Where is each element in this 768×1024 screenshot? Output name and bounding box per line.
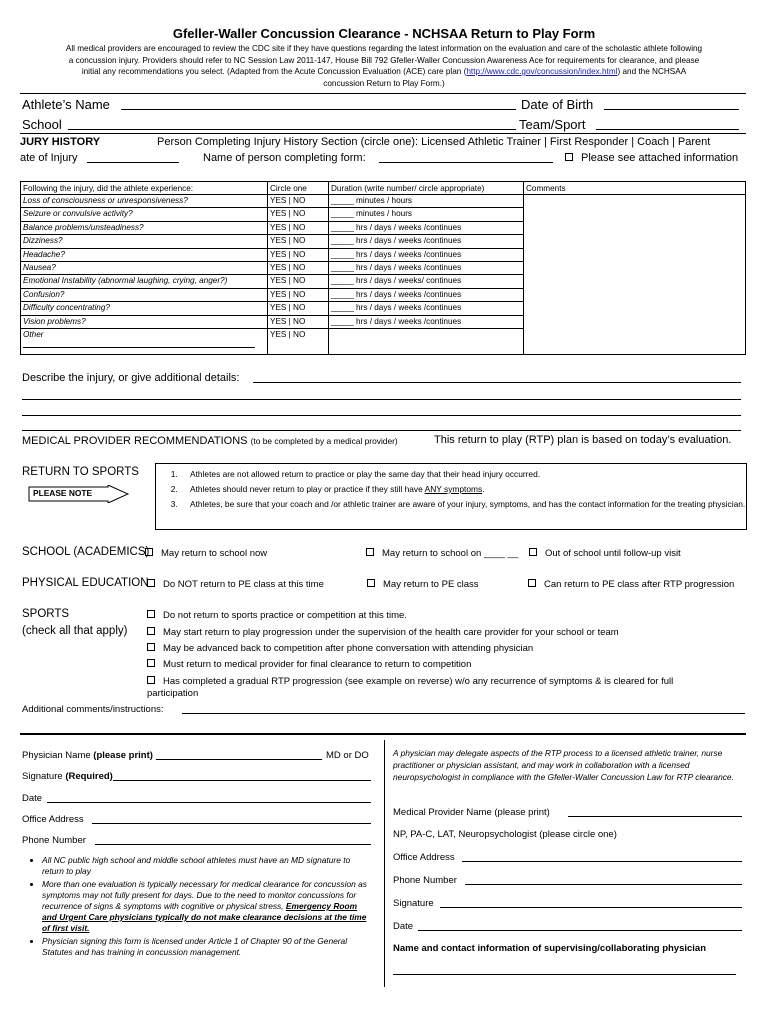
- supervising-field[interactable]: [393, 964, 736, 975]
- team-field[interactable]: [596, 119, 739, 130]
- intro-line-2: a concussion injury. Providers should refer to NC Session Law 2011-147, House Bill 792 Gfeller-Waller Concussion Awareness Ace for requirements for clearance, and please: [68, 55, 700, 65]
- rtp-rule-end: .: [482, 484, 485, 494]
- note-item: • Physician signing this form is licensed under Article 1 of Chapter 90 of the General Statutes and has training in concussion management.: [42, 936, 370, 958]
- describe-field-line[interactable]: [22, 420, 741, 431]
- note-text: More than one evaluation is typically necessary for medical clearance for concussion as symptoms may not fully present for days. Due to the need to monitor concussions for recurrence of signs & symptoms with cognitive or physical stress,: [42, 879, 367, 911]
- describe-label: Describe the injury, or give additional details:: [22, 372, 240, 384]
- rtp-statement: This return to play (RTP) plan is based on today’s evaluation.: [434, 434, 732, 446]
- school-academics-label: SCHOOL (ACADEMICS): [22, 546, 150, 558]
- option-label: May start return to play progression under the supervision of the health care provider for your school or team: [163, 627, 619, 638]
- signature-label: Signature: [22, 771, 63, 782]
- rtp-rule: 3. Athletes, be sure that your coach and /or athletic trainer are aware of your injury, symptoms, and has the contact information for the treating physician.: [180, 498, 746, 510]
- describe-field-line[interactable]: [22, 405, 741, 416]
- delegate-note: A physician may delegate aspects of the RTP process to a licensed athletic trainer, nurse practitioner or physician assistant, and may work in collaboration with a licensed neuropsychologist in compliance with the Gfeller-Waller Concussion Law for RTP clearance.: [393, 748, 734, 782]
- provider-type-label: NP, PA-C, LAT, Neuropsychologist (please circle one): [393, 829, 617, 840]
- checkbox-icon: [147, 659, 155, 667]
- sports-option[interactable]: [147, 659, 471, 670]
- provider-signature-label: Signature: [393, 898, 434, 909]
- rtp-rule: 1. Athletes are not allowed return to practice or play the same day that their head injury occurred.: [180, 468, 746, 480]
- comments-cell[interactable]: [524, 195, 746, 355]
- person-name-field[interactable]: [379, 152, 553, 163]
- additional-comments-label: Additional comments/instructions:: [22, 704, 164, 715]
- md-do-label: MD or DO: [326, 750, 369, 761]
- checkbox-icon: [529, 548, 537, 556]
- duration-field[interactable]: _____ minutes / hours: [329, 208, 524, 221]
- yes-no-choice[interactable]: YES | NO: [268, 288, 329, 301]
- team-label: Team/Sport: [519, 117, 586, 132]
- physician-name-row: [22, 750, 153, 761]
- date-of-injury-label: ate of Injury: [20, 152, 78, 164]
- yes-no-choice[interactable]: YES | NO: [268, 221, 329, 234]
- describe-field-line[interactable]: [253, 372, 741, 383]
- intro-line-3a: initial any recommendations you select. (Adapted from the Acute Concussion Evaluation (ACE) care plan (: [81, 67, 467, 76]
- yes-no-choice[interactable]: YES | NO: [268, 275, 329, 288]
- date-of-injury-field[interactable]: [87, 152, 179, 163]
- table-row: [21, 195, 746, 208]
- intro-line-3: [18, 66, 750, 78]
- col-circle: Circle one: [268, 182, 329, 195]
- option-label: Do not return to sports practice or competition at this time.: [163, 610, 407, 621]
- sports-option[interactable]: [147, 643, 533, 654]
- yes-no-choice[interactable]: YES | NO: [268, 261, 329, 274]
- athlete-name-field[interactable]: [121, 99, 516, 110]
- note-emphasis: Emergency Room and Urgent Care physicians typically do not make clearance decisions at the time of first visit.: [42, 901, 367, 933]
- duration-field[interactable]: _____ hrs / days / weeks/ continues: [329, 275, 524, 288]
- please-note-label: PLEASE NOTE: [33, 488, 93, 498]
- medical-heading-row: [22, 435, 398, 447]
- sports-sublabel: (check all that apply): [22, 625, 128, 637]
- other-label: Other: [23, 329, 44, 339]
- provider-office-label: Office Address: [393, 852, 455, 863]
- rtp-rule-text: Athletes should never return to play or practice if they still have: [190, 484, 425, 494]
- pe-option-no[interactable]: [147, 579, 324, 590]
- symptom-name: Seizure or convulsive activity?: [21, 208, 268, 221]
- provider-phone-field[interactable]: [465, 874, 742, 885]
- school-option-date[interactable]: [366, 548, 518, 559]
- provider-signature-field[interactable]: [440, 897, 742, 908]
- duration-field[interactable]: _____ hrs / days / weeks /continues: [329, 221, 524, 234]
- yes-no-choice[interactable]: YES | NO: [268, 328, 329, 354]
- divider: [20, 733, 746, 735]
- sports-option[interactable]: [147, 610, 407, 621]
- provider-date-label: Date: [393, 921, 414, 932]
- symptom-table: [20, 181, 746, 355]
- person-name-label: Name of person completing form:: [203, 152, 366, 164]
- checkbox-icon: [366, 548, 374, 556]
- form-title: Gfeller-Waller Concussion Clearance - NCHSAA Return to Play Form: [172, 26, 596, 41]
- checkbox-icon: [147, 610, 155, 618]
- symptom-name: Dizziness?: [21, 235, 268, 248]
- checkbox-icon: [565, 153, 573, 161]
- intro-text: [18, 43, 750, 89]
- option-label: May return to school now: [161, 548, 268, 559]
- checkbox-icon: [367, 579, 375, 587]
- option-label: Do NOT return to PE class at this time: [163, 579, 324, 590]
- pe-option-yes[interactable]: [367, 579, 479, 590]
- signature-note: (Required): [65, 771, 113, 782]
- sports-label: SPORTS: [22, 608, 70, 620]
- provider-office-field[interactable]: [462, 851, 742, 862]
- physician-phone-field[interactable]: [95, 834, 371, 845]
- describe-field-line[interactable]: [22, 389, 741, 400]
- yes-no-choice[interactable]: YES | NO: [268, 248, 329, 261]
- attached-info-label: Please see attached information: [581, 152, 739, 164]
- any-symptoms-emphasis: ANY symptoms: [424, 484, 483, 494]
- duration-field[interactable]: _____ hrs / days / weeks /continues: [329, 302, 524, 315]
- athlete-name-row: [22, 97, 110, 112]
- person-completing-label: Person Completing Injury History Section (circle one): Licensed Athletic Trainer | First Responder | Coach | Parent: [157, 136, 711, 148]
- please-note-arrow: [28, 485, 132, 508]
- provider-date-field[interactable]: [418, 920, 742, 931]
- other-line[interactable]: [23, 340, 255, 348]
- supervising-label: Name and contact information of supervising/collaborating physician: [393, 943, 707, 954]
- provider-name-field[interactable]: [568, 806, 742, 817]
- intro-line-4: concussion Return to Play Form.): [323, 78, 445, 88]
- physician-name-label: Physician Name: [22, 750, 91, 761]
- option-label: Can return to PE class after RTP progression: [544, 579, 735, 590]
- symptom-name: Emotional Instability (abnormal laughing, crying, anger?): [21, 275, 268, 288]
- medical-heading-note: (to be completed by a medical provider): [250, 436, 398, 446]
- physician-name-field[interactable]: [156, 749, 322, 760]
- physician-date-field[interactable]: [47, 792, 371, 803]
- duration-field[interactable]: _____ hrs / days / weeks /continues: [329, 288, 524, 301]
- symptom-name: Balance problems/unsteadiness?: [21, 221, 268, 234]
- provider-phone-label: Phone Number: [393, 875, 457, 886]
- sports-option[interactable]: [147, 627, 619, 638]
- duration-field[interactable]: _____ hrs / days / weeks /continues: [329, 235, 524, 248]
- medical-heading: MEDICAL PROVIDER RECOMMENDATIONS: [22, 435, 248, 447]
- physician-date-label: Date: [22, 793, 43, 804]
- duration-field[interactable]: _____ hrs / days / weeks /continues: [329, 248, 524, 261]
- physician-signature-field[interactable]: [113, 770, 371, 781]
- school-label: School: [22, 117, 62, 132]
- note-item: • All NC public high school and middle school athletes must have an MD signature to return to play: [42, 855, 370, 877]
- symptom-name: Nausea?: [21, 261, 268, 274]
- rtp-rules-box: [155, 463, 747, 530]
- additional-comments-field[interactable]: [182, 703, 745, 714]
- physician-office-label: Office Address: [22, 814, 84, 825]
- physician-phone-label: Phone Number: [22, 835, 86, 846]
- sports-option[interactable]: [147, 676, 727, 700]
- intro-line-3b: ) and the NCHSAA: [617, 67, 687, 76]
- divider: [20, 93, 746, 94]
- checkbox-icon: [147, 676, 155, 684]
- intro-line-1: All medical providers are encouraged to review the CDC site if they have questions regarding the latest information on the evaluation and care of the scholastic athlete following: [65, 44, 703, 53]
- option-label: May be advanced back to competition after phone conversation with attending physician: [163, 643, 534, 654]
- col-duration: Duration (write number/ circle appropriate): [329, 182, 524, 195]
- yes-no-choice[interactable]: YES | NO: [268, 235, 329, 248]
- provider-name-label: Medical Provider Name (please print): [393, 807, 550, 818]
- symptom-name: Difficulty concentrating?: [21, 302, 268, 315]
- school-field[interactable]: [68, 119, 516, 130]
- school-option-out[interactable]: [529, 548, 681, 559]
- injury-history-heading: JURY HISTORY: [20, 136, 101, 148]
- option-label: May return to school on ____ __: [382, 548, 519, 559]
- duration-field[interactable]: _____ hrs / days / weeks /continues: [329, 261, 524, 274]
- option-label: May return to PE class: [383, 579, 479, 590]
- physician-office-field[interactable]: [92, 813, 371, 824]
- yes-no-choice[interactable]: YES | NO: [268, 208, 329, 221]
- checkbox-icon: [147, 579, 155, 587]
- column-divider: [384, 740, 385, 987]
- yes-no-choice[interactable]: YES | NO: [268, 302, 329, 315]
- rtp-rule: [180, 483, 746, 495]
- checkbox-icon: [528, 579, 536, 587]
- col-symptom: Following the injury, did the athlete experience:: [21, 182, 268, 195]
- yes-no-choice[interactable]: YES | NO: [268, 315, 329, 328]
- yes-no-choice[interactable]: YES | NO: [268, 195, 329, 208]
- checkbox-icon: [147, 627, 155, 635]
- note-item: [42, 879, 370, 934]
- physician-name-note: (please print): [93, 750, 153, 761]
- symptom-table-header: [21, 182, 746, 195]
- symptom-name: Confusion?: [21, 288, 268, 301]
- return-to-sports-label: RETURN TO SPORTS: [22, 466, 139, 478]
- duration-field[interactable]: _____ hrs / days / weeks /continues: [329, 315, 524, 328]
- checkbox-icon: [145, 548, 153, 556]
- duration-field[interactable]: [329, 328, 524, 354]
- school-option-now[interactable]: [145, 548, 267, 559]
- physician-notes: [20, 855, 370, 960]
- athlete-name-label: Athlete’s Name: [22, 97, 110, 112]
- pe-option-after-rtp[interactable]: [528, 579, 734, 590]
- option-label: Has completed a gradual RTP progression (see example on reverse) w/o any recurrence of symptoms & is cleared for full participation: [147, 676, 674, 699]
- pe-label: PHYSICAL EDUCATION: [22, 577, 149, 589]
- option-label: Must return to medical provider for final clearance to return to competition: [163, 659, 472, 670]
- symptom-name: Vision problems?: [21, 315, 268, 328]
- dob-field[interactable]: [604, 99, 739, 110]
- dob-label: Date of Birth: [521, 97, 594, 112]
- col-comments: Comments: [524, 182, 746, 195]
- attached-info-option[interactable]: [565, 152, 738, 164]
- divider: [20, 133, 746, 134]
- checkbox-icon: [147, 643, 155, 651]
- cdc-link[interactable]: http://www.cdc.gov/concussion/index.html: [466, 67, 618, 76]
- symptom-name: Headache?: [21, 248, 268, 261]
- duration-field[interactable]: _____ minutes / hours: [329, 195, 524, 208]
- symptom-other[interactable]: [21, 328, 268, 354]
- option-label: Out of school until follow-up visit: [545, 548, 681, 559]
- symptom-name: Loss of consciousness or unresponsiveness?: [21, 195, 268, 208]
- signature-row: [22, 771, 113, 782]
